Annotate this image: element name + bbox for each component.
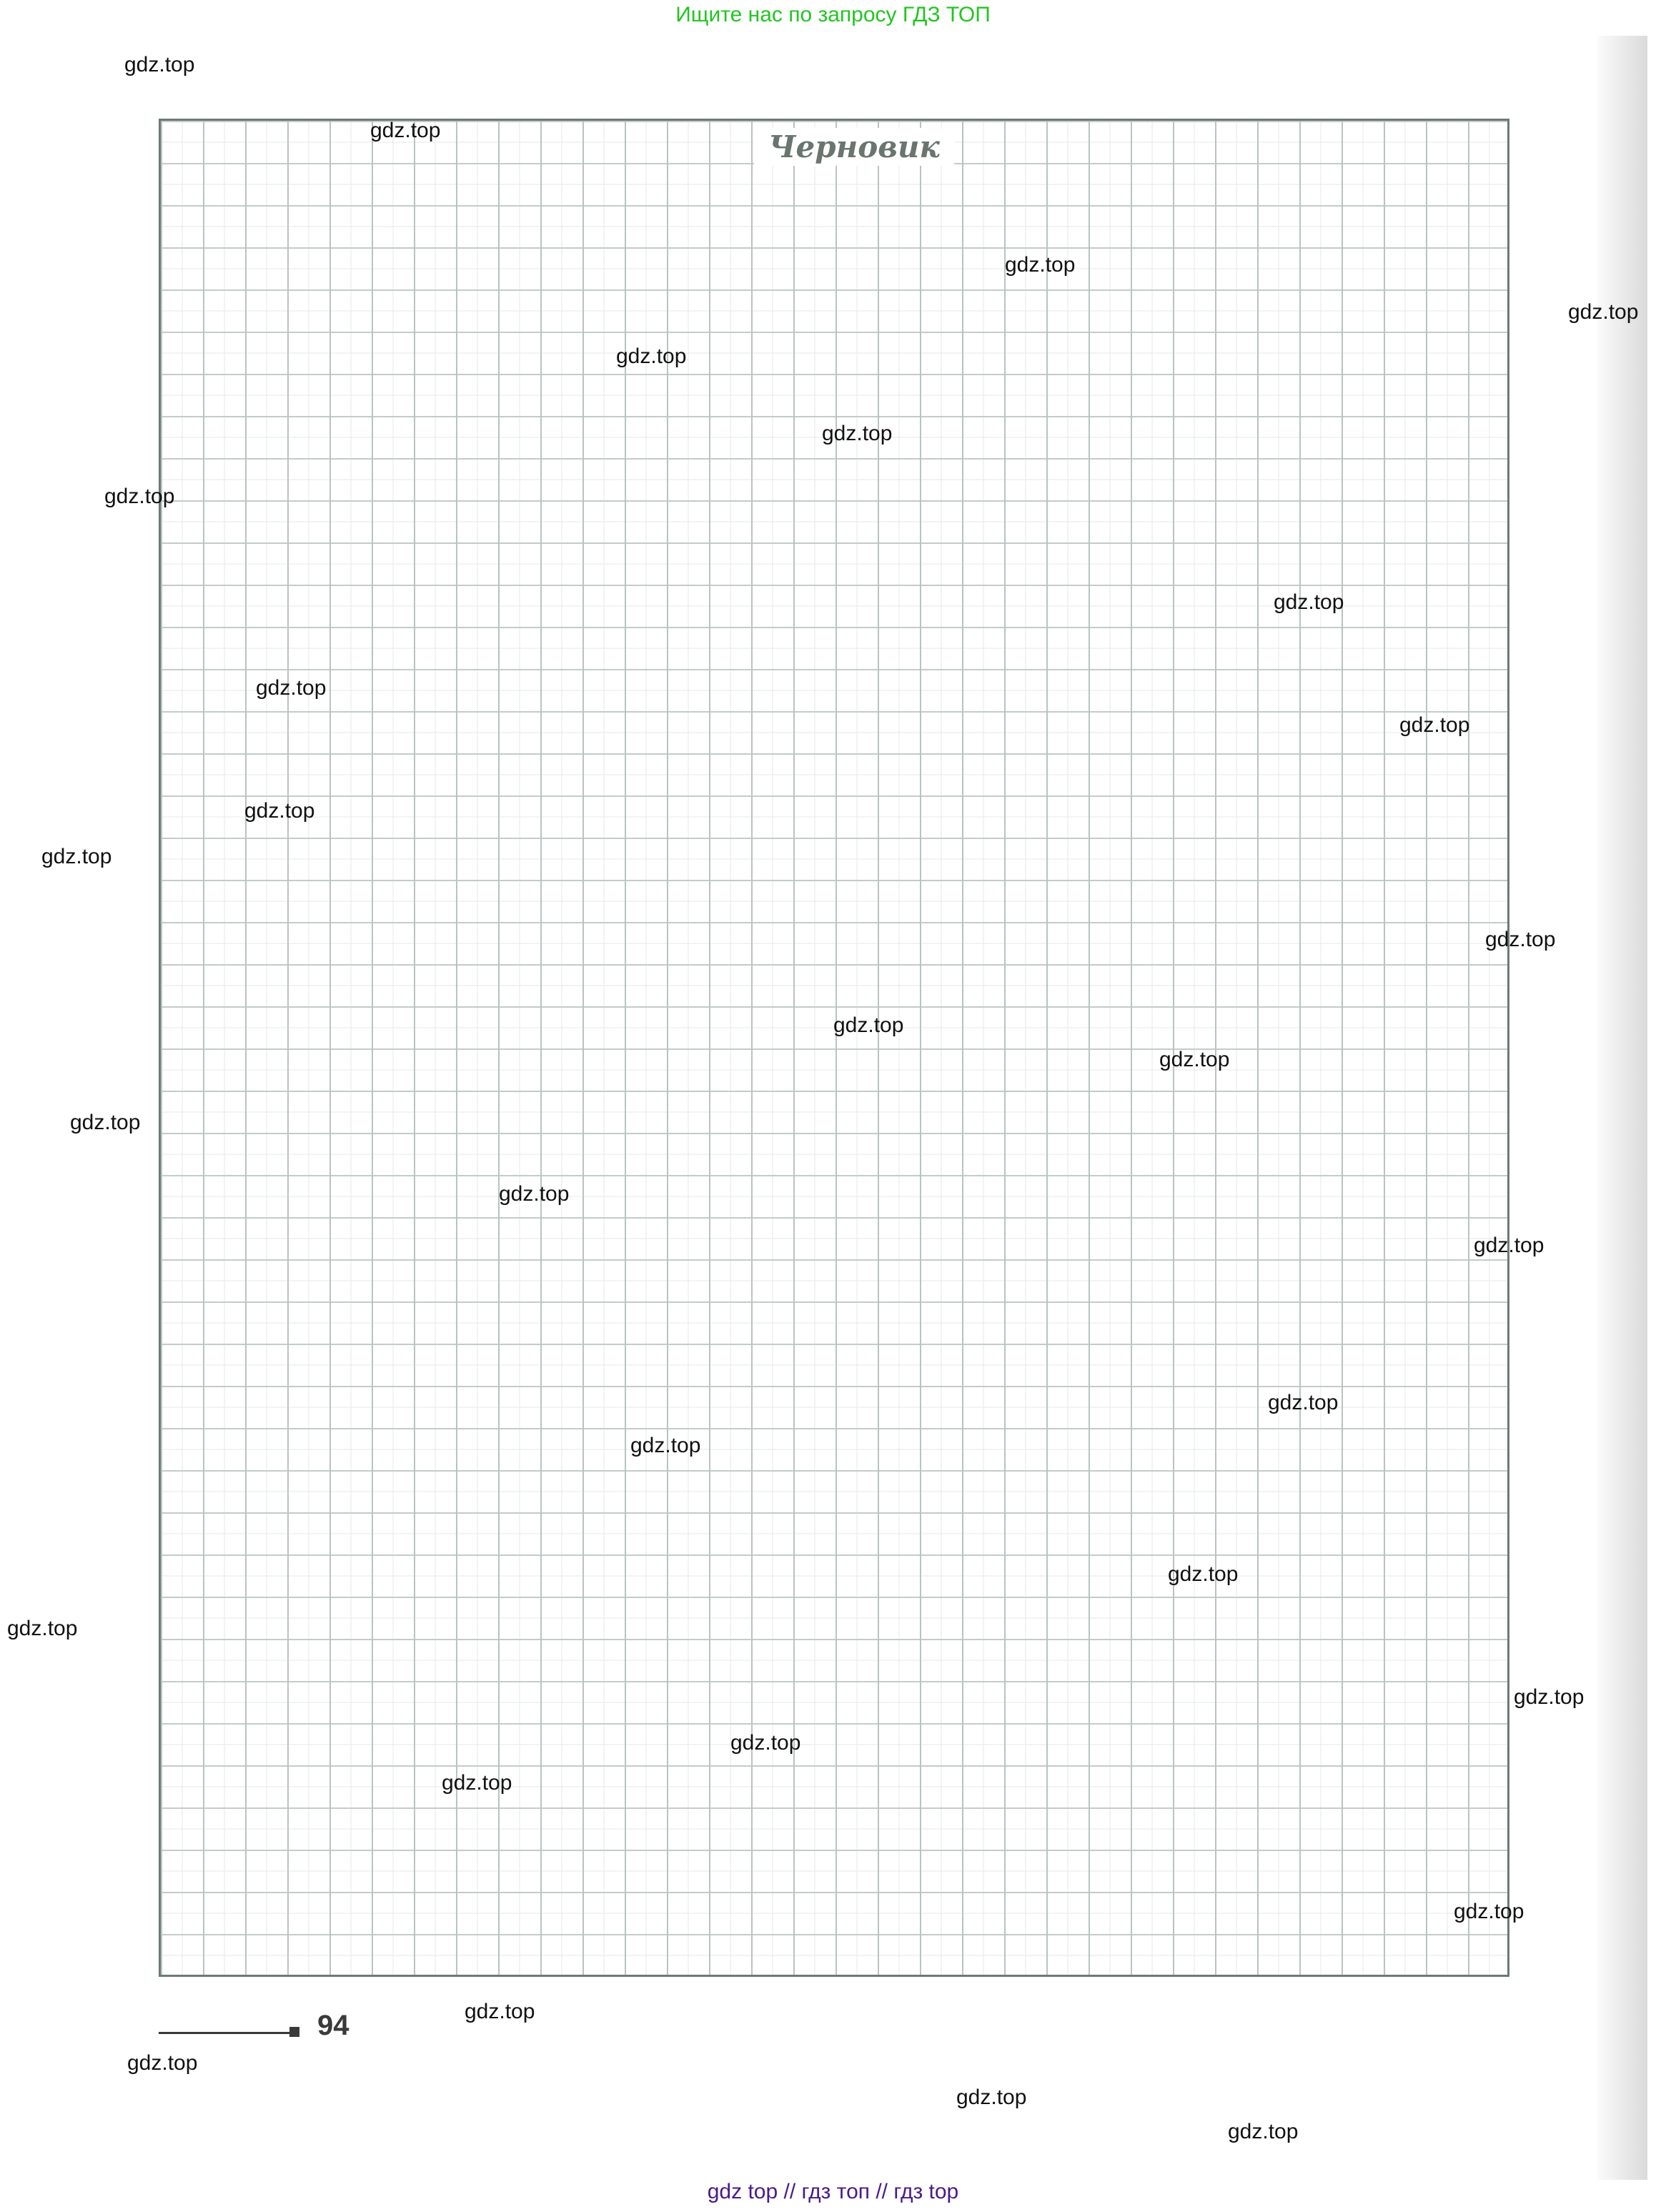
watermark: gdz.top <box>465 2000 535 2023</box>
watermark: gdz.top <box>256 676 327 700</box>
watermark: gdz.top <box>124 53 195 76</box>
watermark: gdz.top <box>1454 1900 1524 1923</box>
page-number-rule <box>159 2032 294 2034</box>
watermark: gdz.top <box>7 1617 78 1640</box>
watermark: gdz.top <box>730 1731 801 1755</box>
page-number: 94 <box>317 2010 349 2041</box>
watermark: gdz.top <box>822 422 893 445</box>
watermark: gdz.top <box>41 845 112 868</box>
watermark: gdz.top <box>127 2051 198 2075</box>
footer-links[interactable]: gdz top // гдз топ // гдз top <box>707 2180 959 2203</box>
watermark: gdz.top <box>1005 253 1076 277</box>
watermark: gdz.top <box>499 1182 570 1206</box>
watermark: gdz.top <box>1474 1234 1544 1257</box>
watermark: gdz.top <box>1168 1562 1239 1586</box>
watermark: gdz.top <box>1568 300 1639 324</box>
watermark: gdz.top <box>1514 1685 1585 1709</box>
watermark: gdz.top <box>70 1111 141 1134</box>
watermark: gdz.top <box>1228 2120 1299 2143</box>
watermark: gdz.top <box>1399 713 1470 737</box>
watermark: gdz.top <box>370 119 441 142</box>
page-number-square <box>289 2027 299 2037</box>
watermark: gdz.top <box>833 1013 904 1037</box>
page-edge-shadow <box>1597 36 1647 2180</box>
watermark: gdz.top <box>616 344 687 368</box>
watermark: gdz.top <box>1268 1391 1339 1414</box>
watermark: gdz.top <box>244 799 315 823</box>
watermark: gdz.top <box>956 2085 1027 2109</box>
watermark: gdz.top <box>442 1771 512 1795</box>
watermark: gdz.top <box>1159 1048 1230 1071</box>
watermark: gdz.top <box>1274 590 1344 614</box>
watermark: gdz.top <box>104 485 175 508</box>
top-banner[interactable]: Ищите нас по запросу ГДЗ ТОП <box>675 3 991 26</box>
watermark: gdz.top <box>1485 928 1556 951</box>
watermark: gdz.top <box>630 1434 701 1457</box>
sheet-title: Черновик <box>754 128 954 166</box>
draft-grid-sheet <box>159 119 1509 1977</box>
